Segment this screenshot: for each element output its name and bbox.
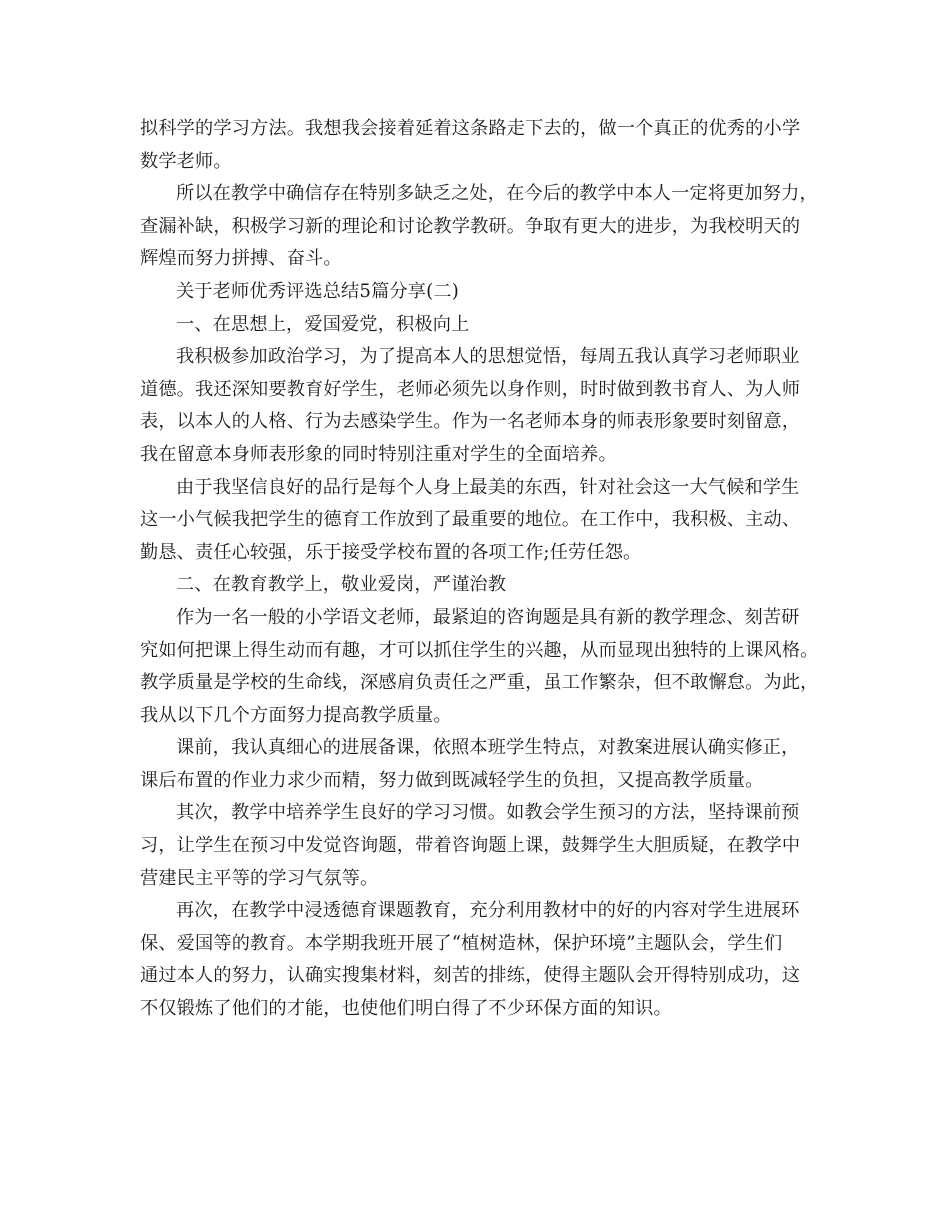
text-line: 所以在教学中确信存在特别多缺乏之处，在今后的教学中本人一定将更加努力，	[176, 183, 818, 205]
text-line: 数学老师。	[140, 150, 232, 172]
text-line: 勤恳、责任心较强，乐于接受学校布置的各项工作;任劳任怨。	[140, 541, 642, 563]
text-line: 查漏补缺，积极学习新的理论和讨论教学教研。争取有更大的进步，为我校明天的	[140, 215, 801, 237]
text-line: 通过本人的努力，认确实搜集材料，刻苦的排练，使得主题队会开得特别成功，这	[140, 965, 801, 987]
text-line: 我积极参加政治学习，为了提高本人的思想觉悟，每周五我认真学习老师职业	[176, 346, 800, 368]
text-line: 作为一名一般的小学语文老师，最紧迫的咨询题是具有新的教学理念、刻苦研	[176, 606, 800, 628]
text-line: 课前，我认真细心的进展备课，依照本班学生特点，对教案进展认确实修正，	[176, 737, 800, 759]
text-line: 习，让学生在预习中发觉咨询题，带着咨询题上课，鼓舞学生大胆质疑，在教学中	[140, 835, 801, 857]
text-line: 这一小气候我把学生的德育工作放到了最重要的地位。在工作中，我积极、主动、	[140, 509, 801, 531]
text-line: 究如何把课上得生动而有趣，才可以抓住学生的兴趣，从而显现出独特的上课风格。	[140, 639, 819, 661]
text-line: 我从以下几个方面努力提高教学质量。	[140, 704, 452, 726]
text-line: 二、在教育教学上，敬业爱岗，严谨治教	[176, 574, 507, 596]
text-line: 由于我坚信良好的品行是每个人身上最美的东西，针对社会这一大气候和学生	[176, 476, 800, 498]
text-line: 课后布置的作业力求少而精，努力做到既减轻学生的负担，又提高教学质量。	[140, 769, 764, 791]
text-line: 教学质量是学校的生命线，深感肩负责任之严重，虽工作繁杂，但不敢懈怠。为此，	[140, 672, 819, 694]
text-line: 再次，在教学中浸透德育课题教育，充分利用教材中的好的内容对学生进展环	[176, 900, 800, 922]
text-line: 我在留意本身师表形象的同时特别注重对学生的全面培养。	[140, 443, 617, 465]
text-line: 关于老师优秀评选总结5篇分享(二)	[176, 280, 459, 302]
document-page	[140, 113, 824, 1026]
text-line: 一、在思想上，爱国爱党，积极向上	[176, 313, 470, 335]
text-line: 其次，教学中培养学生良好的学习习惯。如教会学生预习的方法，坚持课前预	[176, 802, 800, 824]
text-line: 拟科学的学习方法。我想我会接着延着这条路走下去的，做一个真正的优秀的小学	[140, 118, 801, 139]
text-line: 保、爱国等的教育。本学期我班开展了“植树造林，保护环境”主题队会，学生们	[140, 932, 783, 954]
text-line: 营建民主平等的学习气氛等。	[140, 867, 379, 889]
text-line: 辉煌而努力拼搏、奋斗。	[140, 248, 342, 270]
text-line: 表，以本人的人格、行为去感染学生。作为一名老师本身的师表形象要时刻留意，	[140, 411, 801, 433]
text-line: 道德。我还深知要教育好学生，老师必须先以身作则，时时做到教书育人、为人师	[140, 378, 801, 400]
text-line: 不仅锻炼了他们的才能，也使他们明白得了不少环保方面的知识。	[140, 998, 672, 1020]
